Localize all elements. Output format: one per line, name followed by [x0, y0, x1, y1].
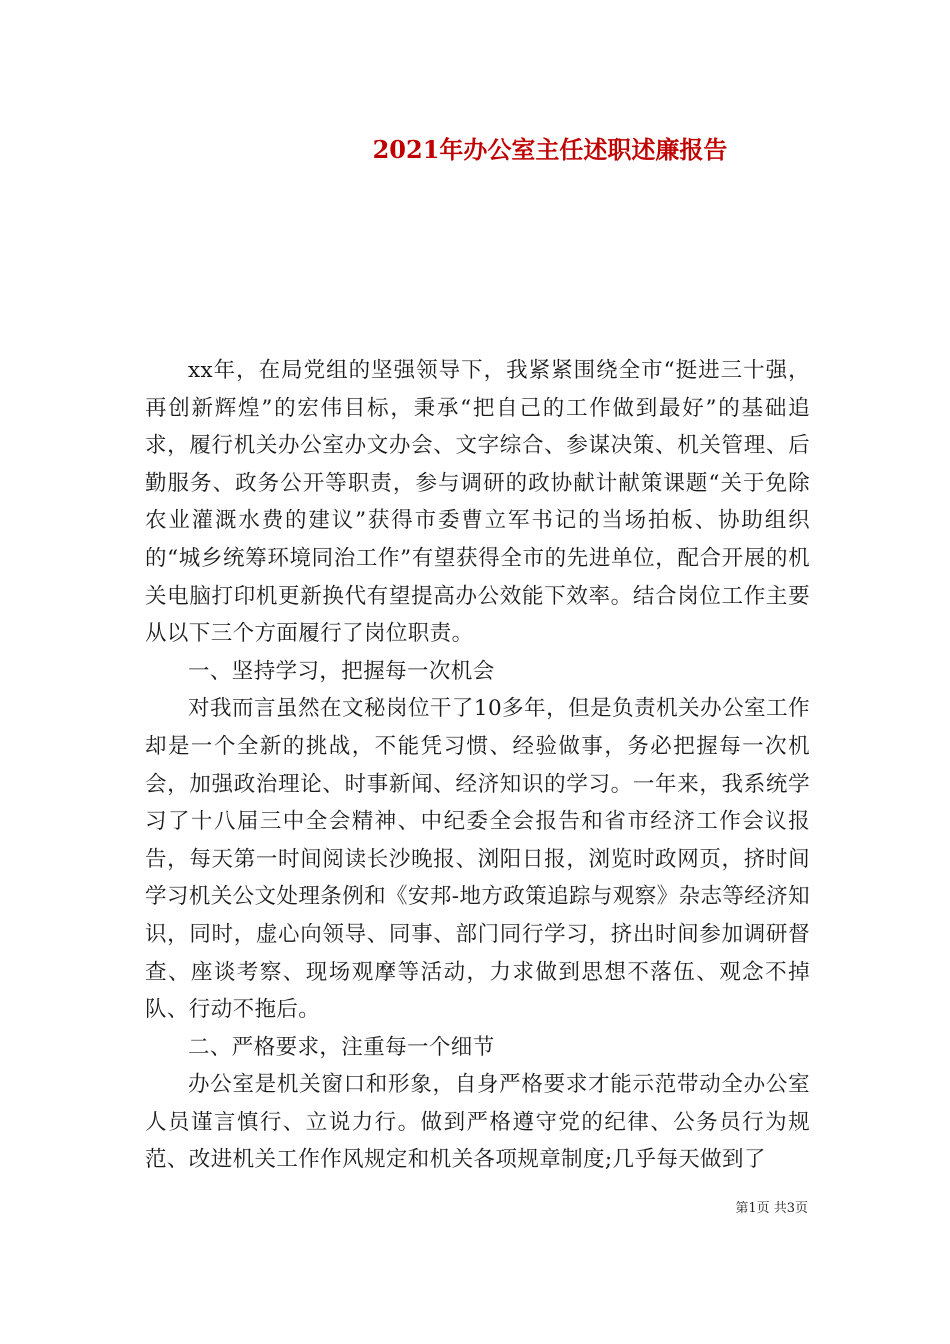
section-heading-2: 二、严格要求，注重每一个细节 [188, 1034, 495, 1060]
section-heading-1: 一、坚持学习，把握每一次机会 [188, 658, 495, 684]
paragraph-intro: xx年，在局党组的坚强领导下，我紧紧围绕全市“挺进三十强，再创新辉煌”的宏伟目标，秉承“把自己的工作做到最好”的基础追求，履行机关办公室办文办会、文字综合、参谋决策、机关管理、后勤服务、政务公开等职责，参与调研的政协献计献策课题“关于免除农业灌溉水费的建议”获得市委曹立军书记的当场拍板、协助组织的“城乡统筹环境同治工作”有望获得全市的先进单位，配合开展的机关电脑打印机更新换代有望提高办公效能下效率。结合岗位工作主要从以下三个方面履行了岗位职责。 [145, 358, 810, 647]
document-body [145, 352, 810, 1179]
page-footer: 第1页 共3页 [735, 1201, 808, 1216]
document-title: 2021年办公室主任述职述廉报告 [372, 135, 728, 164]
paragraph-section-2: 办公室是机关窗口和形象，自身严格要求才能示范带动全办公室人员谨言慎行、立说力行。做到严格遵守党的纪律、公务员行为规范、改进机关工作作风规定和机关各项规章制度;几乎每天做到了 [145, 1072, 810, 1173]
paragraph-section-1: 对我而言虽然在文秘岗位干了10多年，但是负责机关办公室工作却是一个全新的挑战，不能凭习惯、经验做事，务必把握每一次机会，加强政治理论、时事新闻、经济知识的学习。一年来，我系统学习了十八届三中全会精神、中纪委全会报告和省市经济工作会议报告，每天第一时间阅读长沙晚报、浏阳日报，浏览时政网页，挤时间学习机关公文处理条例和《安邦-地方政策追踪与观察》杂志等经济知识，同时，虚心向领导、同事、部门同行学习，挤出时间参加调研督查、座谈考察、现场观摩等活动，力求做到思想不落伍、观念不掉队、行动不拖后。 [145, 696, 810, 1023]
